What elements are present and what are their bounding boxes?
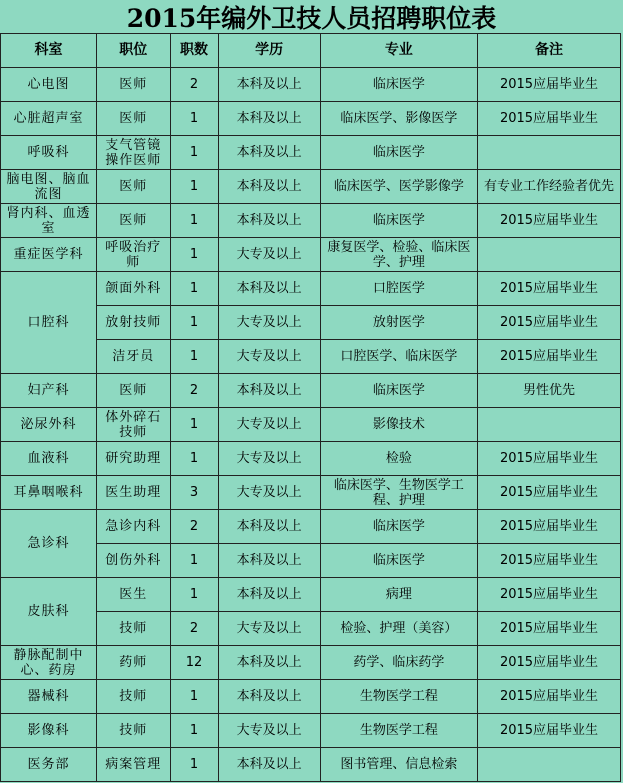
- note-cell: 有专业工作经验者优先: [477, 170, 620, 204]
- count-cell: 2: [170, 510, 218, 544]
- dept-cell: 口腔科: [1, 272, 97, 374]
- count-cell: 3: [170, 476, 218, 510]
- table-header-row: [1, 34, 621, 68]
- position-cell: 医师: [97, 102, 171, 136]
- dept-cell: 心脏超声室: [1, 102, 97, 136]
- job-table: [0, 33, 621, 782]
- note-cell: 2015应届毕业生: [477, 68, 620, 102]
- position-cell: 支气管镜操作医师: [97, 136, 171, 170]
- count-cell: 1: [170, 306, 218, 340]
- note-cell: 2015应届毕业生: [477, 306, 620, 340]
- header-position: 职位: [97, 34, 171, 68]
- count-cell: 1: [170, 680, 218, 714]
- education-cell: 大专及以上: [218, 238, 320, 272]
- dept-cell: 急诊科: [1, 510, 97, 578]
- table-row: [1, 68, 621, 102]
- dept-cell: 心电图: [1, 68, 97, 102]
- count-cell: 1: [170, 136, 218, 170]
- note-cell: [477, 238, 620, 272]
- education-cell: 本科及以上: [218, 748, 320, 782]
- education-cell: 本科及以上: [218, 170, 320, 204]
- education-cell: 本科及以上: [218, 578, 320, 612]
- table-row: [1, 714, 621, 748]
- dept-cell: 静脉配制中心、药房: [1, 646, 97, 680]
- note-cell: 2015应届毕业生: [477, 442, 620, 476]
- major-cell: 生物医学工程: [320, 680, 477, 714]
- table-row: [1, 646, 621, 680]
- major-cell: 检验: [320, 442, 477, 476]
- position-cell: 病案管理: [97, 748, 171, 782]
- dept-cell: 呼吸科: [1, 136, 97, 170]
- table-row: [1, 238, 621, 272]
- position-cell: 洁牙员: [97, 340, 171, 374]
- header-count: 职数: [170, 34, 218, 68]
- note-cell: 2015应届毕业生: [477, 714, 620, 748]
- education-cell: 大专及以上: [218, 306, 320, 340]
- header-dept: 科室: [1, 34, 97, 68]
- table-row: [1, 680, 621, 714]
- education-cell: 大专及以上: [218, 408, 320, 442]
- education-cell: 本科及以上: [218, 204, 320, 238]
- position-cell: 颌面外科: [97, 272, 171, 306]
- table-row: [1, 272, 621, 306]
- table-row: [1, 476, 621, 510]
- major-cell: 临床医学: [320, 68, 477, 102]
- major-cell: 口腔医学: [320, 272, 477, 306]
- position-cell: 技师: [97, 680, 171, 714]
- count-cell: 1: [170, 748, 218, 782]
- note-cell: 2015应届毕业生: [477, 544, 620, 578]
- page-title: 2015年编外卫技人员招聘职位表: [0, 0, 623, 34]
- note-cell: 2015应届毕业生: [477, 646, 620, 680]
- table-row: [1, 170, 621, 204]
- position-cell: 研究助理: [97, 442, 171, 476]
- major-cell: 病理: [320, 578, 477, 612]
- dept-cell: 脑电图、脑血流图: [1, 170, 97, 204]
- count-cell: 1: [170, 544, 218, 578]
- count-cell: 1: [170, 340, 218, 374]
- count-cell: 12: [170, 646, 218, 680]
- dept-cell: 影像科: [1, 714, 97, 748]
- table-row: [1, 748, 621, 782]
- education-cell: 大专及以上: [218, 442, 320, 476]
- position-cell: 创伤外科: [97, 544, 171, 578]
- table-row: [1, 578, 621, 612]
- position-cell: 医师: [97, 170, 171, 204]
- position-cell: 医生: [97, 578, 171, 612]
- position-cell: 药师: [97, 646, 171, 680]
- major-cell: 生物医学工程: [320, 714, 477, 748]
- count-cell: 1: [170, 714, 218, 748]
- education-cell: 大专及以上: [218, 340, 320, 374]
- major-cell: 临床医学: [320, 510, 477, 544]
- major-cell: 图书管理、信息检索: [320, 748, 477, 782]
- dept-cell: 耳鼻咽喉科: [1, 476, 97, 510]
- dept-cell: 医务部: [1, 748, 97, 782]
- header-major: 专业: [320, 34, 477, 68]
- count-cell: 1: [170, 272, 218, 306]
- position-cell: 放射技师: [97, 306, 171, 340]
- table-row: [1, 442, 621, 476]
- major-cell: 康复医学、检验、临床医学、护理: [320, 238, 477, 272]
- education-cell: 本科及以上: [218, 646, 320, 680]
- position-cell: 呼吸治疗师: [97, 238, 171, 272]
- major-cell: 临床医学: [320, 374, 477, 408]
- count-cell: 1: [170, 170, 218, 204]
- table-row: [1, 204, 621, 238]
- count-cell: 1: [170, 204, 218, 238]
- table-row: [1, 408, 621, 442]
- note-cell: 2015应届毕业生: [477, 510, 620, 544]
- note-cell: 男性优先: [477, 374, 620, 408]
- dept-cell: 器械科: [1, 680, 97, 714]
- count-cell: 1: [170, 578, 218, 612]
- dept-cell: 皮肤科: [1, 578, 97, 646]
- position-cell: 医师: [97, 374, 171, 408]
- position-cell: 急诊内科: [97, 510, 171, 544]
- position-cell: 技师: [97, 612, 171, 646]
- count-cell: 2: [170, 68, 218, 102]
- education-cell: 本科及以上: [218, 374, 320, 408]
- position-cell: 医师: [97, 68, 171, 102]
- education-cell: 大专及以上: [218, 476, 320, 510]
- education-cell: 本科及以上: [218, 68, 320, 102]
- note-cell: 2015应届毕业生: [477, 102, 620, 136]
- note-cell: 2015应届毕业生: [477, 476, 620, 510]
- table-row: [1, 374, 621, 408]
- major-cell: 放射医学: [320, 306, 477, 340]
- education-cell: 大专及以上: [218, 612, 320, 646]
- table-row: [1, 102, 621, 136]
- dept-cell: 泌尿外科: [1, 408, 97, 442]
- education-cell: 大专及以上: [218, 714, 320, 748]
- major-cell: 检验、护理（美容）: [320, 612, 477, 646]
- major-cell: 临床医学、生物医学工程、护理: [320, 476, 477, 510]
- note-cell: 2015应届毕业生: [477, 204, 620, 238]
- note-cell: 2015应届毕业生: [477, 272, 620, 306]
- note-cell: [477, 408, 620, 442]
- count-cell: 2: [170, 374, 218, 408]
- count-cell: 2: [170, 612, 218, 646]
- major-cell: 临床医学: [320, 544, 477, 578]
- dept-cell: 重症医学科: [1, 238, 97, 272]
- major-cell: 临床医学: [320, 204, 477, 238]
- dept-cell: 妇产科: [1, 374, 97, 408]
- count-cell: 1: [170, 408, 218, 442]
- count-cell: 1: [170, 442, 218, 476]
- note-cell: 2015应届毕业生: [477, 680, 620, 714]
- count-cell: 1: [170, 102, 218, 136]
- note-cell: 2015应届毕业生: [477, 612, 620, 646]
- education-cell: 本科及以上: [218, 272, 320, 306]
- position-cell: 体外碎石技师: [97, 408, 171, 442]
- count-cell: 1: [170, 238, 218, 272]
- table-row: [1, 510, 621, 544]
- major-cell: 临床医学: [320, 136, 477, 170]
- header-note: 备注: [477, 34, 620, 68]
- major-cell: 药学、临床药学: [320, 646, 477, 680]
- position-cell: 医师: [97, 204, 171, 238]
- education-cell: 本科及以上: [218, 544, 320, 578]
- major-cell: 临床医学、影像医学: [320, 102, 477, 136]
- note-cell: 2015应届毕业生: [477, 340, 620, 374]
- education-cell: 本科及以上: [218, 136, 320, 170]
- major-cell: 影像技术: [320, 408, 477, 442]
- education-cell: 本科及以上: [218, 102, 320, 136]
- education-cell: 本科及以上: [218, 510, 320, 544]
- position-cell: 医生助理: [97, 476, 171, 510]
- education-cell: 本科及以上: [218, 680, 320, 714]
- major-cell: 口腔医学、临床医学: [320, 340, 477, 374]
- note-cell: [477, 136, 620, 170]
- note-cell: [477, 748, 620, 782]
- header-education: 学历: [218, 34, 320, 68]
- table-row: [1, 136, 621, 170]
- major-cell: 临床医学、医学影像学: [320, 170, 477, 204]
- dept-cell: 肾内科、血透室: [1, 204, 97, 238]
- position-cell: 技师: [97, 714, 171, 748]
- dept-cell: 血液科: [1, 442, 97, 476]
- note-cell: 2015应届毕业生: [477, 578, 620, 612]
